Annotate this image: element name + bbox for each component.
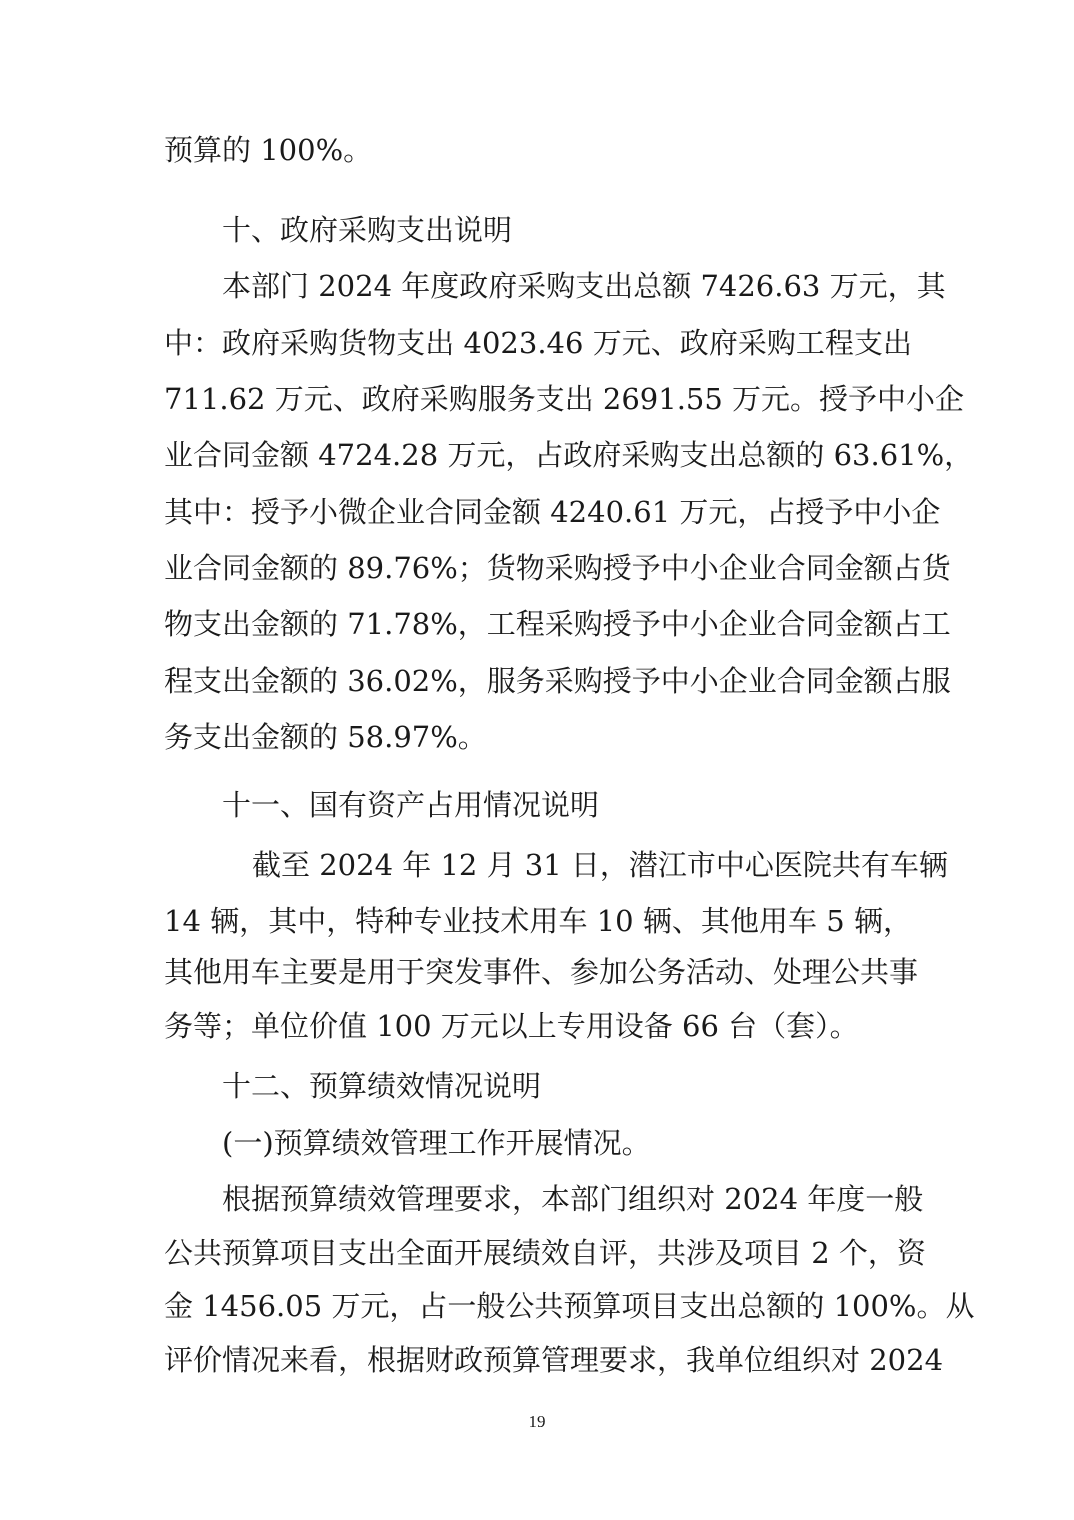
paragraph-line: 预算的 100%。 — [164, 133, 373, 167]
paragraph-line: 金 1456.05 万元，占一般公共预算项目支出总额的 100%。从 — [164, 1289, 975, 1323]
paragraph-line: 评价情况来看，根据财政预算管理要求，我单位组织对 2024 — [164, 1343, 944, 1377]
paragraph-line: 根据预算绩效管理要求，本部门组织对 2024 年度一般 — [222, 1182, 924, 1216]
section-heading-budget-performance: 十二、预算绩效情况说明 — [222, 1069, 542, 1103]
paragraph-line: 程支出金额的 36.02%，服务采购授予中小企业合同金额占服 — [164, 664, 951, 698]
paragraph-line: 业合同金额的 89.76%；货物采购授予中小企业合同金额占货 — [164, 551, 951, 585]
paragraph-line: 截至 2024 年 12 月 31 日，潜江市中心医院共有车辆 — [252, 848, 948, 882]
paragraph-line: 公共预算项目支出全面开展绩效自评，共涉及项目 2 个，资 — [164, 1236, 926, 1270]
paragraph-line: 业合同金额 4724.28 万元，占政府采购支出总额的 63.61%， — [164, 438, 974, 472]
paragraph-line: 其中：授予小微企业合同金额 4240.61 万元，占授予中小企 — [164, 495, 941, 529]
paragraph-line: 务等；单位价值 100 万元以上专用设备 66 台（套）。 — [164, 1009, 859, 1043]
paragraph-line: 711.62 万元、政府采购服务支出 2691.55 万元。授予中小企 — [164, 382, 965, 416]
paragraph-line: 本部门 2024 年度政府采购支出总额 7426.63 万元，其 — [222, 269, 946, 303]
page-number: 19 — [528, 1412, 546, 1431]
section-heading-state-assets: 十一、国有资产占用情况说明 — [222, 788, 600, 822]
paragraph-line: 物支出金额的 71.78%，工程采购授予中小企业合同金额占工 — [164, 607, 951, 641]
subsection-heading: (一)预算绩效管理工作开展情况。 — [222, 1126, 651, 1160]
paragraph-line: 中：政府采购货物支出 4023.46 万元、政府采购工程支出 — [164, 326, 912, 360]
section-heading-government-procurement: 十、政府采购支出说明 — [222, 213, 513, 247]
paragraph-line: 务支出金额的 58.97%。 — [164, 720, 487, 754]
paragraph-line: 其他用车主要是用于突发事件、参加公务活动、处理公共事 — [164, 955, 919, 989]
paragraph-line: 14 辆，其中，特种专业技术用车 10 辆、其他用车 5 辆， — [164, 904, 912, 938]
